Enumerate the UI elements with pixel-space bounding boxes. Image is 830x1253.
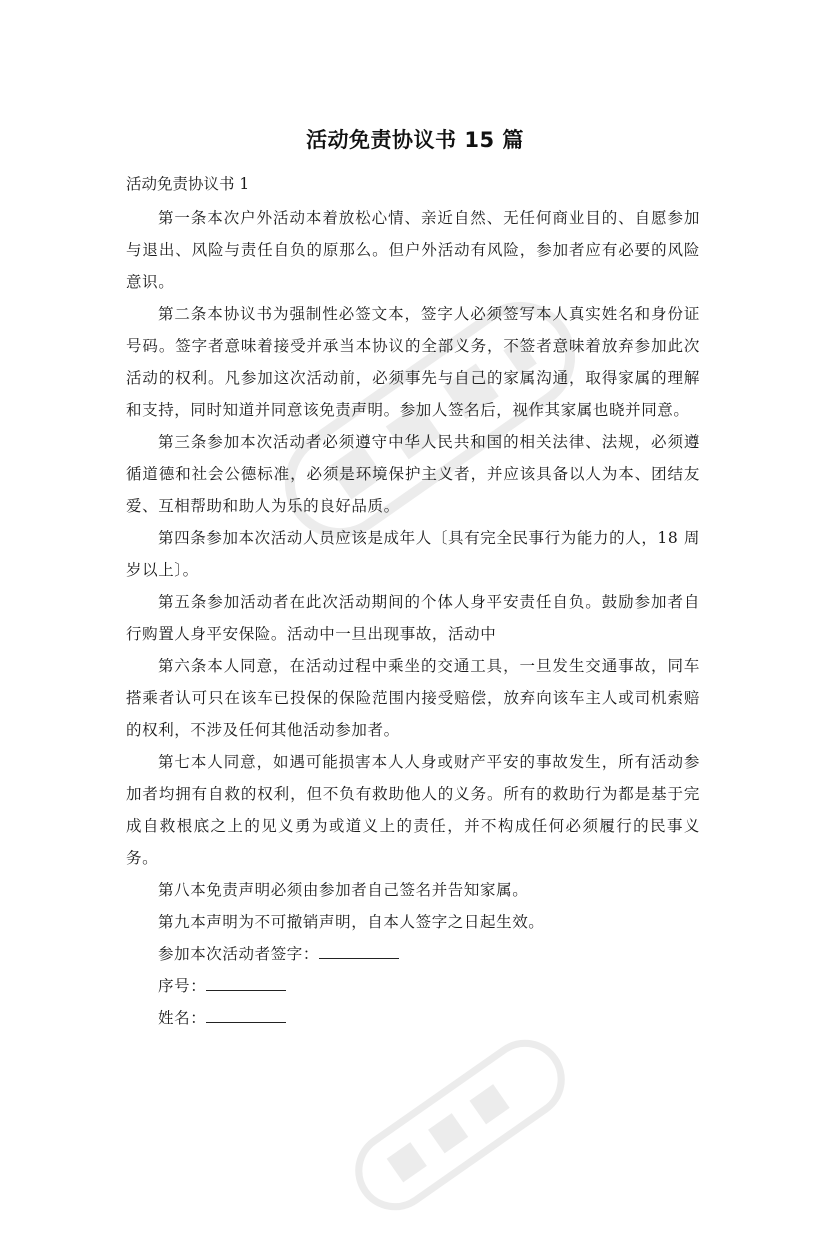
clause-paragraph: 第一条本次户外活动本着放松心情、亲近自然、无任何商业目的、自愿参加与退出、风险与责任自负的原那么。但户外活动有风险，参加者应有必要的风险意识。 bbox=[126, 209, 700, 291]
name-blank[interactable] bbox=[206, 1002, 286, 1023]
clause-paragraph: 第七本人同意，如遇可能损害本人人身或财产平安的事故发生，所有活动参加者均拥有自救的权利，但不负有救助他人的义务。所有的救助行为都是基于完成自救根底之上的见义勇为或道义上的责任，并不构成任何必须履行的民事义务。 bbox=[126, 753, 700, 867]
signature-label: 参加本次活动者签字： bbox=[158, 945, 320, 963]
clause-paragraph: 第四条参加本次活动人员应该是成年人〔具有完全民事行为能力的人，18 周岁以上〕。 bbox=[126, 529, 700, 579]
serial-number-label: 序号： bbox=[158, 977, 207, 995]
document-title: 活动免责协议书 15 篇 bbox=[306, 128, 524, 152]
clause-paragraph: 第五条参加活动者在此次活动期间的个体人身平安责任自负。鼓励参加者自行购置人身平安保险。活动中一旦出现事故，活动中 bbox=[126, 593, 700, 643]
serial-number-blank[interactable] bbox=[206, 970, 286, 991]
serial-number-field bbox=[126, 970, 700, 1002]
clause-paragraph: 第九本声明为不可撤销声明，自本人签字之日起生效。 bbox=[158, 913, 545, 931]
clause-paragraph: 第三条参加本次活动者必须遵守中华人民共和国的相关法律、法规，必须遵循道德和社会公德标准，必须是环境保护主义者，并应该具备以人为本、团结友爱、互相帮助和助人为乐的良好品质。 bbox=[126, 433, 700, 515]
name-label: 姓名： bbox=[158, 1009, 207, 1027]
clause-paragraph: 第六条本人同意，在活动过程中乘坐的交通工具，一旦发生交通事故，同车搭乘者认可只在该车已投保的保险范围内接受赔偿，放弃向该车主人或司机索赔的权利，不涉及任何其他活动参加者。 bbox=[126, 657, 700, 739]
signature-blank[interactable] bbox=[319, 938, 399, 959]
document-body bbox=[126, 202, 700, 1034]
watermark-logo-icon bbox=[316, 997, 604, 1253]
name-field bbox=[126, 1002, 700, 1034]
clause-paragraph: 第二条本协议书为强制性必签文本，签字人必须签写本人真实姓名和身份证号码。签字者意味着接受并承当本协议的全部义务，不签者意味着放弃参加此次活动的权利。凡参加这次活动前，必须事先与自己的家属沟通，取得家属的理解和支持，同时知道并同意该免责声明。参加人签名后，视作其家属也晓并同意。 bbox=[126, 305, 700, 419]
signature-field bbox=[126, 938, 700, 970]
section-heading: 活动免责协议书 1 bbox=[126, 175, 250, 193]
clause-paragraph: 第八本免责声明必须由参加者自己签名并告知家属。 bbox=[158, 881, 529, 899]
